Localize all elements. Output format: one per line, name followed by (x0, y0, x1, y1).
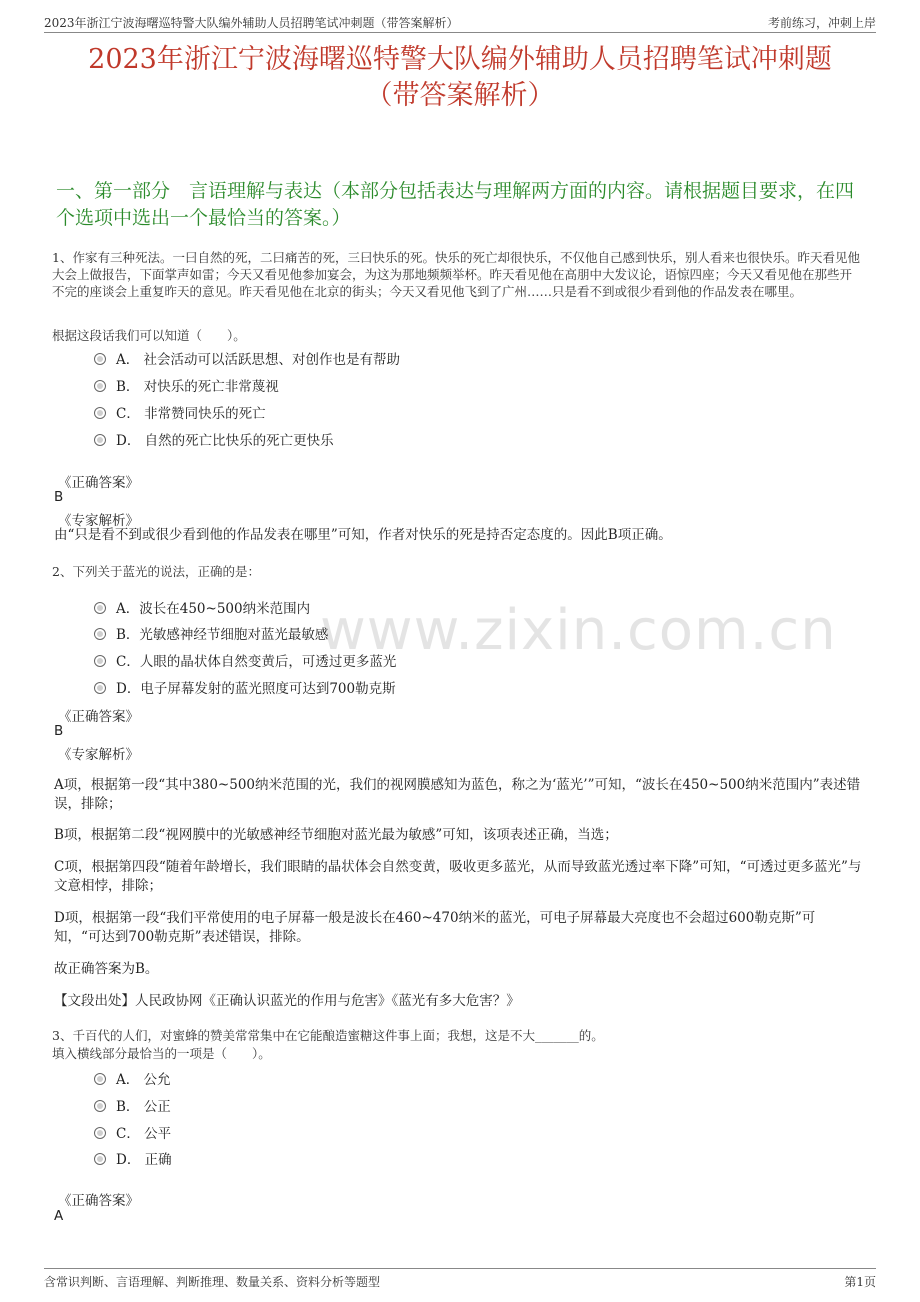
q3-option-d[interactable]: D． 正确 (94, 1148, 172, 1168)
q2-analysis-d: D项，根据第一段“我们平常使用的电子屏幕一般是波长在460~470纳米的蓝光，可电子屏幕最大亮度也不会超过600勒克斯”可知，“可达到700勒克斯”表述错误，排除。 (54, 910, 816, 945)
q3-stem: 3、千百代的人们，对蜜蜂的赞美常常集中在它能酿造蜜糖这件事上面；我想，这是不大_______的。 (52, 1028, 604, 1043)
q2-answer: B (54, 723, 64, 739)
page-number: 第1页 (844, 1275, 876, 1289)
section-heading: 一、第一部分 言语理解与表达（本部分包括表达与理解两方面的内容。请根据题目要求，在四个选项中选出一个最恰当的答案。） (56, 180, 855, 229)
watermark: www.zixin.com.cn (320, 598, 837, 663)
radio-icon[interactable] (94, 434, 106, 446)
q1-option-c[interactable]: C． 非常赞同快乐的死亡 (94, 402, 266, 422)
q3-option-a[interactable]: A． 公允 (94, 1068, 171, 1088)
radio-icon[interactable] (94, 1073, 106, 1085)
footer-topics: 含常识判断、言语理解、判断推理、数量关系、资料分析等题型 (44, 1275, 381, 1289)
page-header (44, 10, 876, 33)
radio-icon[interactable] (94, 1100, 106, 1112)
q2-analysis-c: C项，根据第四段“随着年龄增长，我们眼睛的晶状体会自然变黄，吸收更多蓝光，从而导致蓝光透过率下降”可知，“可透过更多蓝光”与文意相悖，排除； (54, 859, 862, 894)
q1-option-b[interactable]: B． 对快乐的死亡非常蔑视 (94, 375, 279, 395)
title-line-2: （带答案解析） (365, 80, 555, 111)
q1-option-a[interactable]: A． 社会活动可以活跃思想、对创作也是有帮助 (94, 348, 400, 368)
q1-option-d[interactable]: D． 自然的死亡比快乐的死亡更快乐 (94, 429, 334, 449)
q2-analysis-label: 《专家解析》 (58, 747, 139, 763)
radio-icon[interactable] (94, 407, 106, 419)
q2-option-b[interactable]: B．光敏感神经节细胞对蓝光最敏感 (94, 623, 328, 643)
document-title (0, 42, 920, 114)
header-slogan: 考前练习，冲刺上岸 (767, 16, 876, 30)
q2-conclusion: 故正确答案为B。 (54, 961, 159, 977)
q2-analysis-a: A项，根据第一段“其中380~500纳米范围的光，我们的视网膜感知为蓝色，称之为‘蓝光’”可知，“波长在450~500纳米范围内”表述错误，排除； (54, 777, 861, 812)
q3-option-c[interactable]: C． 公平 (94, 1122, 171, 1142)
radio-icon[interactable] (94, 682, 106, 694)
radio-icon[interactable] (94, 655, 106, 667)
q2-option-a[interactable]: A．波长在450~500纳米范围内 (94, 597, 310, 617)
page-footer (44, 1268, 876, 1291)
q1-answer-label: 《正确答案》 (58, 475, 139, 491)
radio-icon[interactable] (94, 1127, 106, 1139)
radio-icon[interactable] (94, 602, 106, 614)
q2-source: 【文段出处】人民政协网《正确认识蓝光的作用与危害》《蓝光有多大危害？》 (54, 993, 520, 1009)
radio-icon[interactable] (94, 1153, 106, 1165)
header-title: 2023年浙江宁波海曙巡特警大队编外辅助人员招聘笔试冲刺题（带答案解析） (44, 16, 459, 30)
radio-icon[interactable] (94, 628, 106, 640)
q3-answer: A (54, 1208, 64, 1224)
q1-answer: B (54, 489, 64, 505)
q1-stem: 1、作家有三种死法。一曰自然的死，二曰痛苦的死，三曰快乐的死。快乐的死亡却很快乐，不仅他自己感到快乐，别人看来也很快乐。昨天看见他大会上做报告，下面掌声如雷；今天又看见他参加宴会，为这为那地频频举杯。昨天看见他在高朋中大发议论，语惊四座；今天又看见他在那些开不完的座谈会上重复昨天的意见。昨天看见他在北京的街头；今天又看见他飞到了广州……只是看不到或很少看到他的作品发表在哪里。 (52, 250, 860, 299)
q1-analysis: 由“只是看不到或很少看到他的作品发表在哪里”可知，作者对快乐的死是持否定态度的。因此B项正确。 (54, 527, 672, 543)
q1-ask: 根据这段话我们可以知道（ ）。 (52, 328, 246, 343)
q3-answer-label: 《正确答案》 (58, 1193, 139, 1209)
radio-icon[interactable] (94, 353, 106, 365)
q2-stem: 2、下列关于蓝光的说法，正确的是： (52, 564, 260, 579)
q2-option-c[interactable]: C．人眼的晶状体自然变黄后，可透过更多蓝光 (94, 650, 396, 670)
radio-icon[interactable] (94, 380, 106, 392)
q3-ask: 填入横线部分最恰当的一项是（ ）。 (52, 1046, 271, 1061)
q2-answer-label: 《正确答案》 (58, 709, 139, 725)
q1-analysis-label: 《专家解析》 (58, 513, 139, 529)
q2-option-d[interactable]: D．电子屏幕发射的蓝光照度可达到700勒克斯 (94, 677, 396, 697)
title-line-1: 2023年浙江宁波海曙巡特警大队编外辅助人员招聘笔试冲刺题 (88, 44, 832, 75)
q3-option-b[interactable]: B． 公正 (94, 1095, 171, 1115)
q2-analysis-b: B项，根据第二段“视网膜中的光敏感神经节细胞对蓝光最为敏感”可知，该项表述正确，当选； (54, 827, 618, 843)
